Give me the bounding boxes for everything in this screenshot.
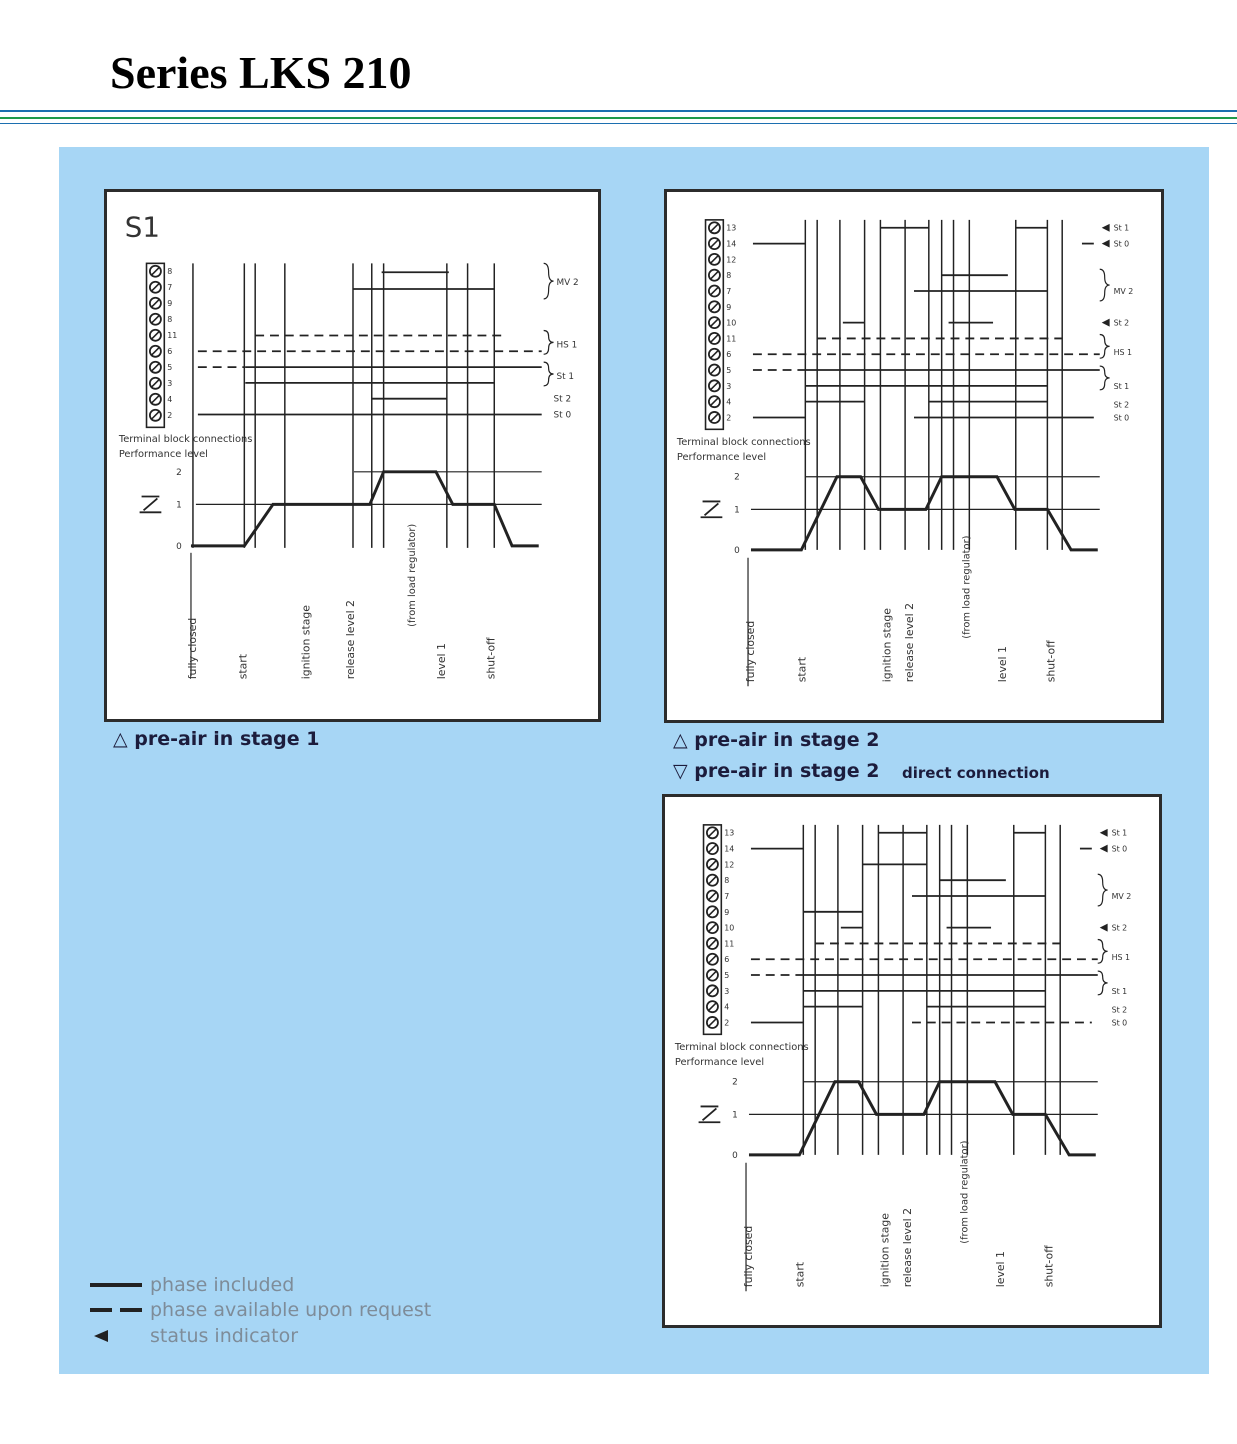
terminal-label: 7 <box>724 891 730 901</box>
label-from-load-regulator: (from load regulator) <box>407 523 419 627</box>
legend-on-request <box>90 1298 431 1322</box>
group-label-hs1: HS 1 <box>1111 953 1131 963</box>
terminal-label: 12 <box>726 255 737 265</box>
terminal-label: 10 <box>724 923 735 933</box>
phase-label-ignition-stage: ignition stage <box>880 608 894 683</box>
header-rule-blue <box>0 110 1237 112</box>
status-indicator-icon <box>90 1324 142 1348</box>
group-label-st1: St 1 <box>1111 986 1128 996</box>
status-indicator-icon <box>1102 224 1110 232</box>
terminal-label: 6 <box>724 955 730 965</box>
phase-label-start: start <box>795 656 809 683</box>
group-label-st1: St 1 <box>556 371 575 382</box>
level-tick-1: 1 <box>732 1110 738 1121</box>
caption-stage2-direct: ▽ pre-air in stage 2 <box>673 760 880 782</box>
performance-curve <box>749 1082 1096 1155</box>
diagram-s1-svg <box>107 192 598 719</box>
terminal-label: 5 <box>724 971 730 981</box>
level-tick-2: 2 <box>176 467 182 478</box>
legend-included <box>90 1273 294 1297</box>
actuator-icon-arrow <box>703 1108 717 1120</box>
terminal-label: 4 <box>167 395 173 405</box>
level-tick-1: 1 <box>734 505 740 516</box>
group-label-st1: St 1 <box>1111 828 1128 838</box>
caption-stage2: △ pre-air in stage 2 <box>673 729 880 751</box>
terminal-label: 3 <box>167 379 173 389</box>
group-label-hs1: HS 1 <box>556 340 578 351</box>
legend-included-label: phase included <box>150 1274 295 1296</box>
brace-mv2 <box>1100 269 1110 301</box>
level-tick-0: 0 <box>732 1150 738 1161</box>
label-from-load-regulator: (from load regulator) <box>959 1140 971 1244</box>
terminal-label: 8 <box>167 267 173 277</box>
terminal-label: 2 <box>167 411 173 421</box>
group-label-st0: St 0 <box>1111 844 1128 854</box>
terminal-label: 9 <box>724 907 730 917</box>
solid-line-symbol <box>90 1273 142 1297</box>
group-label-st1: St 1 <box>1113 223 1130 233</box>
group-label-mv2: MV 2 <box>1111 891 1132 901</box>
level-tick-0: 0 <box>176 541 182 552</box>
status-indicator-icon <box>1102 319 1110 327</box>
diagram-s1 <box>104 189 601 722</box>
terminal-label: 5 <box>726 366 732 376</box>
group-label-st0: St 0 <box>553 410 572 421</box>
group-label-st0: St 0 <box>1111 1018 1128 1028</box>
phase-label-start: start <box>236 653 250 680</box>
status-indicator-icon <box>1100 845 1108 853</box>
phase-label-start: start <box>793 1261 807 1288</box>
caption-s1: △ pre-air in stage 1 <box>113 728 320 750</box>
level-tick-2: 2 <box>734 472 740 483</box>
terminal-label: 3 <box>726 381 732 391</box>
group-label-st2: St 2 <box>553 394 572 405</box>
status-indicator-icon <box>1100 924 1108 932</box>
terminal-block-caption: Terminal block connections <box>674 1042 809 1054</box>
page-title: Series LKS 210 <box>110 47 412 98</box>
terminal-label: 11 <box>726 334 737 344</box>
terminal-label: 9 <box>726 302 732 312</box>
dashed-line-symbol <box>90 1298 142 1322</box>
group-label-st2: St 2 <box>1113 400 1130 410</box>
terminal-label: 9 <box>167 299 173 309</box>
group-label-hs1: HS 1 <box>1113 348 1133 358</box>
brace-hs1 <box>1098 939 1108 963</box>
brace-hs1 <box>544 331 554 355</box>
diagram-stage2-direct <box>662 794 1162 1328</box>
terminal-label: 2 <box>724 1018 730 1028</box>
group-label-st0: St 0 <box>1113 239 1130 249</box>
phase-label-fully-closed: fully closed <box>185 617 199 680</box>
terminal-label: 13 <box>724 828 735 838</box>
level-tick-2: 2 <box>732 1077 738 1088</box>
header-rule-green <box>0 117 1237 119</box>
terminal-label: 7 <box>167 283 173 293</box>
group-label-st1: St 1 <box>1113 381 1130 391</box>
brace-hs1 <box>1100 334 1110 358</box>
caption-direct-connection: direct connection <box>902 764 1050 782</box>
terminal-label: 12 <box>724 860 735 870</box>
terminal-label: 13 <box>726 223 737 233</box>
group-label-st2: St 2 <box>1111 1005 1128 1015</box>
terminal-label: 4 <box>724 1002 730 1012</box>
phase-label-release-level-2: release level 2 <box>903 603 917 683</box>
terminal-label: 4 <box>726 397 732 407</box>
actuator-icon-arrow <box>705 503 719 515</box>
terminal-label: 6 <box>726 350 732 360</box>
terminal-label: 14 <box>726 239 737 249</box>
legend-status <box>90 1324 298 1348</box>
phase-label-shut-off: shut-off <box>1044 640 1058 683</box>
diagram-stage2-svg <box>667 192 1161 720</box>
actuator-icon-arrow <box>144 498 158 510</box>
terminal-block-caption: Terminal block connections <box>676 437 811 449</box>
group-label-st0: St 0 <box>1113 413 1130 423</box>
terminal-label: 2 <box>726 413 732 423</box>
phase-label-release-level-2: release level 2 <box>343 600 357 680</box>
group-label-mv2: MV 2 <box>1113 286 1134 296</box>
phase-label-ignition-stage: ignition stage <box>878 1213 892 1288</box>
phase-label-level-1: level 1 <box>434 643 448 680</box>
performance-level-caption: Performance level <box>674 1056 765 1068</box>
performance-level-caption: Performance level <box>676 451 767 463</box>
level-tick-0: 0 <box>734 545 740 556</box>
brace-st1 <box>544 362 554 386</box>
phase-label-ignition-stage: ignition stage <box>299 605 313 680</box>
legend-status-label: status indicator <box>150 1325 299 1347</box>
terminal-label: 11 <box>167 331 178 341</box>
phase-label-level-1: level 1 <box>995 646 1009 683</box>
brace-st1 <box>1100 366 1110 390</box>
performance-level-caption: Performance level <box>118 448 208 460</box>
terminal-label: 6 <box>167 347 173 357</box>
phase-label-shut-off: shut-off <box>484 637 498 680</box>
brace-mv2 <box>544 263 554 299</box>
terminal-label: 8 <box>167 315 173 325</box>
terminal-label: 10 <box>726 318 737 328</box>
phase-label-release-level-2: release level 2 <box>901 1208 915 1288</box>
brace-mv2 <box>1098 874 1108 906</box>
terminal-label: 7 <box>726 286 732 296</box>
phase-label-fully-closed: fully closed <box>741 1225 755 1288</box>
phase-label-level-1: level 1 <box>993 1251 1007 1288</box>
label-from-load-regulator: (from load regulator) <box>961 535 973 639</box>
legend-on-request-label: phase available upon request <box>150 1299 432 1321</box>
diagram-stage2 <box>664 189 1164 723</box>
terminal-label: 11 <box>724 939 735 949</box>
terminal-label: 5 <box>167 363 173 373</box>
diagram-stage2-direct-svg <box>665 797 1159 1325</box>
phase-label-fully-closed: fully closed <box>743 620 757 683</box>
group-label-st2: St 2 <box>1113 318 1130 328</box>
status-indicator-icon <box>1100 829 1108 837</box>
level-tick-1: 1 <box>176 500 182 511</box>
terminal-label: 8 <box>724 876 730 886</box>
brace-st1 <box>1098 971 1108 995</box>
group-label-mv2: MV 2 <box>556 278 579 289</box>
diagram-title: S1 <box>124 210 160 244</box>
performance-curve <box>751 477 1098 550</box>
phase-label-shut-off: shut-off <box>1042 1245 1056 1288</box>
terminal-label: 14 <box>724 844 735 854</box>
status-indicator-icon <box>1102 240 1110 248</box>
terminal-block-caption: Terminal block connections <box>118 434 253 446</box>
terminal-label: 8 <box>726 271 732 281</box>
group-label-st2: St 2 <box>1111 923 1128 933</box>
header-rule-blue-thin <box>0 123 1237 124</box>
terminal-label: 3 <box>724 986 730 996</box>
performance-curve <box>191 472 539 546</box>
